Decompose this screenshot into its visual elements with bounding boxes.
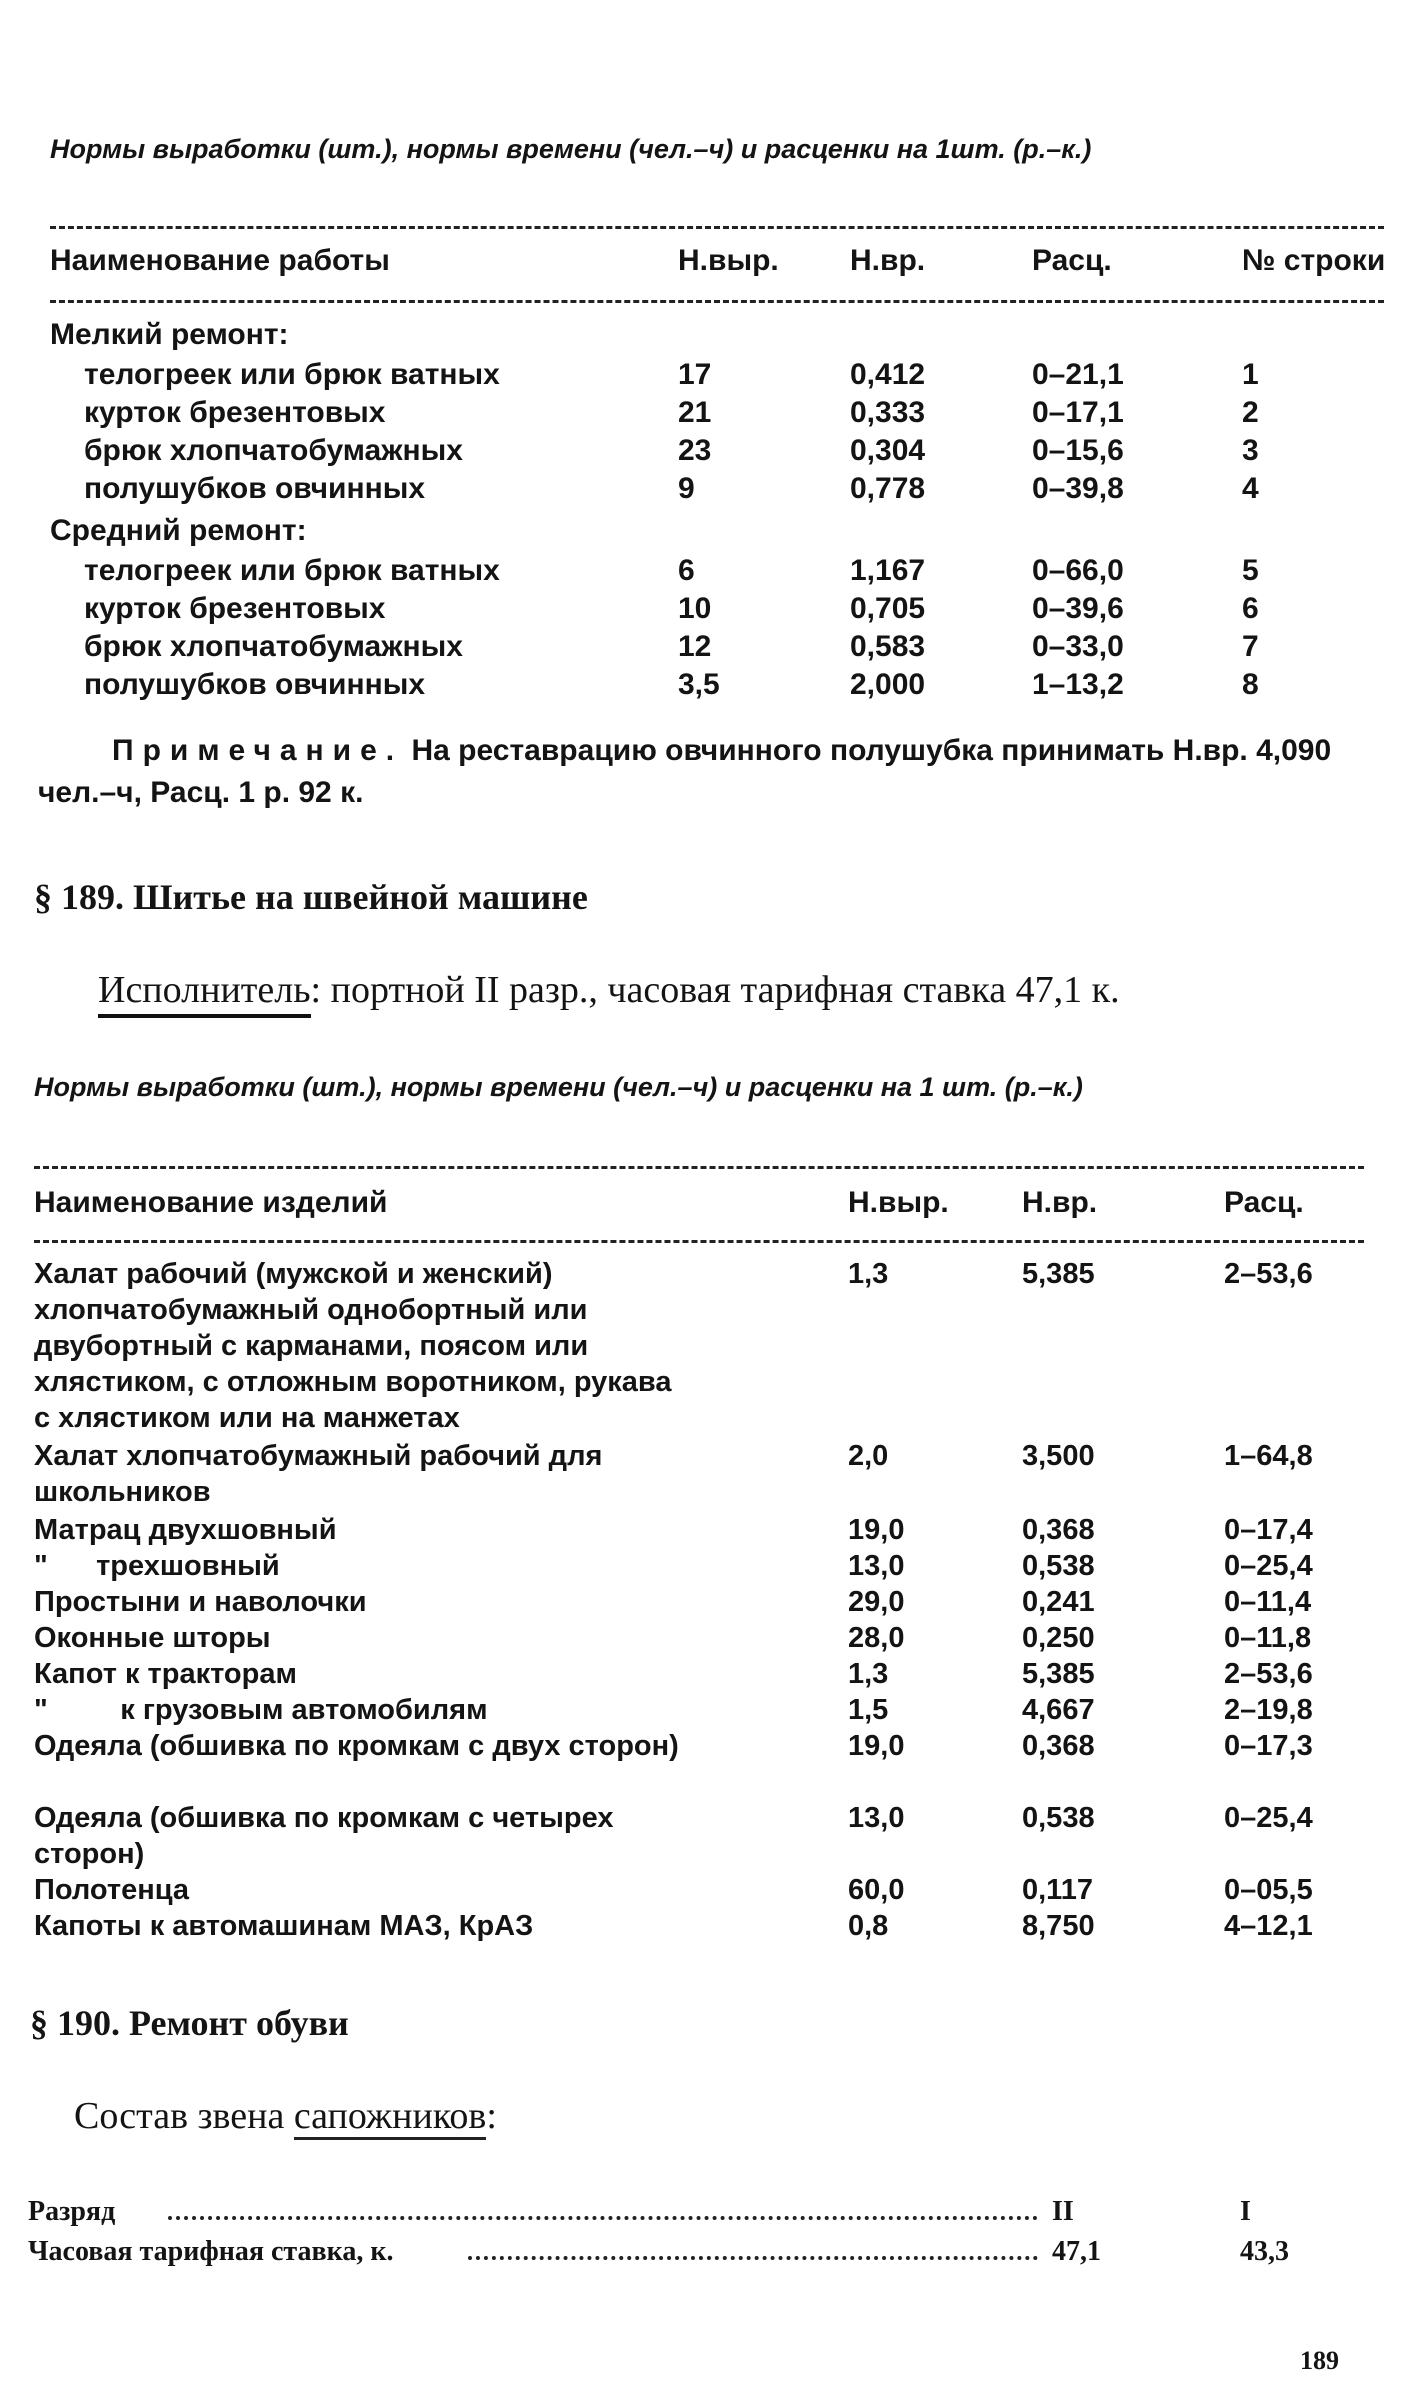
crew-label: Состав звена bbox=[74, 2095, 294, 2137]
t2-header-nvyr: Н.выр. bbox=[848, 1186, 949, 1219]
cell-name: " к грузовым автомобилям bbox=[34, 1694, 488, 1726]
cell-line: 4 bbox=[1242, 472, 1259, 505]
cell-rasc: 1–64,8 bbox=[1224, 1440, 1313, 1472]
cell-line: 1 bbox=[1242, 358, 1259, 391]
cell-rasc: 0–17,1 bbox=[1032, 396, 1124, 429]
cell-line: 7 bbox=[1242, 630, 1259, 663]
cell-rasc: 0–17,3 bbox=[1224, 1730, 1313, 1762]
t1-header-nvyr: Н.выр. bbox=[678, 244, 779, 277]
table-row bbox=[50, 668, 1390, 706]
table2-header-rule bbox=[34, 1240, 1364, 1243]
executor-text: : портной II разр., часовая тарифная ставка 47,1 к. bbox=[310, 969, 1120, 1011]
note-text: На реставрацию овчинного полушубка принимать Н.вр. 4,090 чел.–ч, Расц. 1 р. 92 к. bbox=[38, 734, 1332, 809]
cell-name: полушубков овчинных bbox=[84, 472, 426, 505]
cell-name: полушубков овчинных bbox=[84, 668, 426, 701]
leader-value-1: II bbox=[1052, 2196, 1074, 2227]
cell-nvyr: 6 bbox=[678, 554, 695, 587]
cell-nvyr: 3,5 bbox=[678, 668, 720, 701]
t1-group-title: Мелкий ремонт: bbox=[50, 318, 289, 351]
cell-nvr: 0,705 bbox=[850, 592, 926, 625]
table2-top-rule bbox=[34, 1166, 1364, 1169]
note-label: Примечание. bbox=[112, 734, 404, 767]
t2-header-nvr: Н.вр. bbox=[1022, 1186, 1098, 1219]
table-row bbox=[50, 434, 1390, 472]
cell-name: Халат хлопчатобумажный рабочий для школьников bbox=[34, 1440, 611, 1508]
cell-nvyr: 21 bbox=[678, 396, 712, 429]
cell-rasc: 0–33,0 bbox=[1032, 630, 1124, 663]
table-row bbox=[34, 1800, 1374, 1872]
cell-name: Полотенца bbox=[34, 1874, 190, 1906]
cell-nvyr: 1,3 bbox=[848, 1258, 889, 1290]
cell-name: Капоты к автомашинам МАЗ, КрАЗ bbox=[34, 1910, 534, 1942]
table-row bbox=[34, 1620, 1374, 1656]
cell-nvr: 5,385 bbox=[1022, 1258, 1095, 1290]
table-row bbox=[34, 1256, 1374, 1436]
cell-name: Простыни и наволочки bbox=[34, 1586, 367, 1618]
cell-rasc: 2–53,6 bbox=[1224, 1658, 1313, 1690]
cell-rasc: 0–25,4 bbox=[1224, 1550, 1313, 1582]
cell-nvr: 0,241 bbox=[1022, 1586, 1095, 1618]
table-row bbox=[50, 472, 1390, 510]
cell-rasc: 0–21,1 bbox=[1032, 358, 1124, 391]
leader-row bbox=[28, 2236, 1378, 2274]
t2-header-name: Наименование изделий bbox=[34, 1186, 388, 1219]
table-row bbox=[34, 1656, 1374, 1692]
t1-group-title: Средний ремонт: bbox=[50, 514, 307, 547]
table-row bbox=[34, 1692, 1374, 1728]
cell-nvyr: 28,0 bbox=[848, 1622, 905, 1654]
cell-nvyr: 1,3 bbox=[848, 1658, 889, 1690]
table-row bbox=[34, 1438, 1374, 1510]
cell-name: телогреек или брюк ватных bbox=[84, 358, 500, 391]
cell-nvyr: 13,0 bbox=[848, 1550, 905, 1582]
section-190-title: § 190. Ремонт обуви bbox=[30, 2003, 349, 2043]
executor-line bbox=[98, 968, 1120, 1018]
cell-name: брюк хлопчатобумажных bbox=[84, 434, 463, 467]
cell-nvr: 0,250 bbox=[1022, 1622, 1095, 1654]
cell-rasc: 0–11,4 bbox=[1224, 1586, 1312, 1618]
page-number: 189 bbox=[1300, 2346, 1339, 2375]
table-row bbox=[50, 554, 1390, 592]
table1-header bbox=[50, 244, 1390, 284]
cell-rasc: 0–05,5 bbox=[1224, 1874, 1313, 1906]
cell-nvyr: 23 bbox=[678, 434, 712, 467]
executor-label: Исполнитель bbox=[98, 968, 311, 1018]
cell-nvr: 0,538 bbox=[1022, 1550, 1095, 1582]
cell-nvyr: 10 bbox=[678, 592, 712, 625]
cell-line: 5 bbox=[1242, 554, 1259, 587]
cell-nvyr: 12 bbox=[678, 630, 712, 663]
cell-name: Одеяла (обшивка по кромкам с четырех сторон) bbox=[34, 1802, 622, 1870]
t1-header-name: Наименование работы bbox=[50, 244, 390, 277]
cell-nvr: 0,304 bbox=[850, 434, 926, 467]
cell-nvr: 1,167 bbox=[850, 554, 926, 587]
cell-line: 6 bbox=[1242, 592, 1259, 625]
leader-value-2: I bbox=[1240, 2196, 1251, 2227]
t1-header-nvr: Н.вр. bbox=[850, 244, 926, 277]
table-row bbox=[34, 1584, 1374, 1620]
table-row bbox=[50, 630, 1390, 668]
cell-nvyr: 9 bbox=[678, 472, 695, 505]
crew-label-underlined: сапожников bbox=[294, 2095, 487, 2140]
table2-caption: Нормы выработки (шт.), нормы времени (чел.–ч) и расценки на 1 шт. (р.–к.) bbox=[34, 1072, 1083, 1102]
cell-name: телогреек или брюк ватных bbox=[84, 554, 500, 587]
cell-name: курток брезентовых bbox=[84, 396, 386, 429]
table1-header-rule bbox=[50, 300, 1384, 303]
cell-line: 2 bbox=[1242, 396, 1259, 429]
cell-nvr: 8,750 bbox=[1022, 1910, 1095, 1942]
cell-nvyr: 17 bbox=[678, 358, 712, 391]
cell-nvr: 0,583 bbox=[850, 630, 926, 663]
table-row bbox=[34, 1908, 1374, 1944]
cell-nvyr: 19,0 bbox=[848, 1514, 905, 1546]
table-row bbox=[50, 592, 1390, 630]
cell-rasc: 1–13,2 bbox=[1032, 668, 1124, 701]
cell-nvr: 3,500 bbox=[1022, 1440, 1095, 1472]
cell-nvr: 5,385 bbox=[1022, 1658, 1095, 1690]
cell-rasc: 4–12,1 bbox=[1224, 1910, 1313, 1942]
cell-nvr: 0,368 bbox=[1022, 1514, 1095, 1546]
cell-nvyr: 1,5 bbox=[848, 1694, 889, 1726]
leader-dots bbox=[468, 2256, 1038, 2260]
table2-header bbox=[34, 1186, 1374, 1226]
cell-line: 3 bbox=[1242, 434, 1259, 467]
leader-dots bbox=[168, 2216, 1038, 2220]
cell-nvyr: 2,0 bbox=[848, 1440, 889, 1472]
leader-label: Разряд bbox=[28, 2196, 116, 2227]
cell-name: курток брезентовых bbox=[84, 592, 386, 625]
cell-rasc: 2–53,6 bbox=[1224, 1258, 1313, 1290]
cell-nvyr: 29,0 bbox=[848, 1586, 905, 1618]
table1-note bbox=[38, 730, 1388, 814]
leader-value-1: 47,1 bbox=[1052, 2236, 1101, 2267]
table-row bbox=[34, 1548, 1374, 1584]
cell-name: брюк хлопчатобумажных bbox=[84, 630, 463, 663]
cell-nvr: 2,000 bbox=[850, 668, 926, 701]
cell-name: Матрац двухшовный bbox=[34, 1514, 337, 1546]
cell-name: " трехшовный bbox=[34, 1550, 280, 1582]
table-row bbox=[50, 358, 1390, 396]
cell-rasc: 0–25,4 bbox=[1224, 1802, 1313, 1834]
leader-row bbox=[28, 2196, 1378, 2234]
cell-nvr: 0,778 bbox=[850, 472, 926, 505]
table-row bbox=[34, 1728, 1374, 1800]
cell-rasc: 0–17,4 bbox=[1224, 1514, 1313, 1546]
cell-rasc: 0–39,6 bbox=[1032, 592, 1124, 625]
leader-value-2: 43,3 bbox=[1240, 2236, 1289, 2267]
section-189-title: § 189. Шитье на швейной машине bbox=[34, 877, 588, 917]
cell-rasc: 2–19,8 bbox=[1224, 1694, 1313, 1726]
cell-nvr: 0,117 bbox=[1022, 1874, 1093, 1906]
cell-nvyr: 0,8 bbox=[848, 1910, 889, 1942]
cell-nvr: 4,667 bbox=[1022, 1694, 1095, 1726]
table-row bbox=[50, 396, 1390, 434]
table-row bbox=[34, 1872, 1374, 1908]
leader-label: Часовая тарифная ставка, к. bbox=[28, 2236, 394, 2267]
cell-name: Одеяла (обшивка по кромкам с двух сторон) bbox=[34, 1730, 679, 1762]
cell-nvr: 0,412 bbox=[850, 358, 926, 391]
cell-rasc: 0–66,0 bbox=[1032, 554, 1124, 587]
table1-caption: Нормы выработки (шт.), нормы времени (чел.–ч) и расценки на 1шт. (р.–к.) bbox=[50, 134, 1092, 164]
cell-line: 8 bbox=[1242, 668, 1259, 701]
table-row bbox=[34, 1512, 1374, 1548]
cell-rasc: 0–11,8 bbox=[1224, 1622, 1312, 1654]
crew-line bbox=[74, 2094, 497, 2138]
cell-rasc: 0–39,8 bbox=[1032, 472, 1124, 505]
t2-header-rasc: Расц. bbox=[1224, 1186, 1304, 1219]
cell-nvyr: 60,0 bbox=[848, 1874, 905, 1906]
table1-top-rule bbox=[50, 226, 1384, 229]
t1-header-line: № строки bbox=[1242, 244, 1386, 277]
crew-colon: : bbox=[486, 2095, 497, 2137]
t1-header-rasc: Расц. bbox=[1032, 244, 1112, 277]
cell-name: Капот к тракторам bbox=[34, 1658, 297, 1690]
cell-name: Оконные шторы bbox=[34, 1622, 271, 1654]
cell-nvr: 0,538 bbox=[1022, 1802, 1095, 1834]
cell-name: Халат рабочий (мужской и женский) хлопчатобумажный однобортный или двубортный с карманами, поясом или хлястиком, с отложным воротником, рукава с хлястиком или на манжетах bbox=[34, 1258, 680, 1434]
cell-rasc: 0–15,6 bbox=[1032, 434, 1124, 467]
cell-nvyr: 13,0 bbox=[848, 1802, 905, 1834]
cell-nvr: 0,368 bbox=[1022, 1730, 1095, 1762]
cell-nvr: 0,333 bbox=[850, 396, 926, 429]
cell-nvyr: 19,0 bbox=[848, 1730, 905, 1762]
